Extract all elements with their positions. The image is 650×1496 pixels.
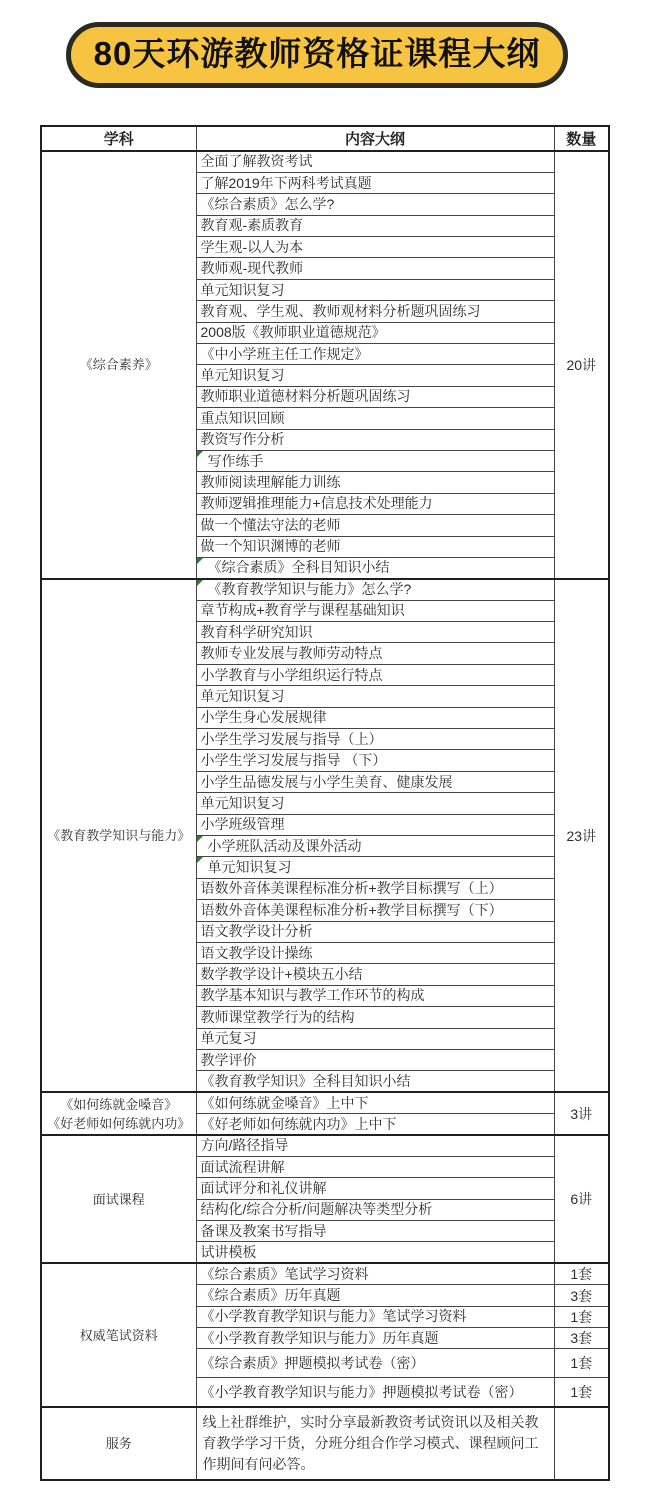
content-cell: 小学班级管理	[196, 814, 554, 835]
content-cell: 《小学教育教学知识与能力》历年真题	[196, 1328, 554, 1349]
content-cell: 教学基本知识与教学工作环节的构成	[196, 985, 554, 1006]
content-cell: 语数外音体美课程标准分析+教学目标撰写（下）	[196, 900, 554, 921]
content-cell: 单元知识复习	[196, 686, 554, 707]
subject-cell: 服务	[41, 1407, 196, 1480]
content-cell: 教育观、学生观、教师观材料分析题巩固练习	[196, 301, 554, 322]
course-outline-table	[40, 125, 610, 1481]
content-cell: 《教育教学知识与能力》怎么学?	[196, 579, 554, 600]
content-cell: 教师阅读理解能力训练	[196, 472, 554, 493]
content-cell: 《中小学班主任工作规定》	[196, 344, 554, 365]
content-cell: 单元知识复习	[196, 279, 554, 300]
content-cell: 试讲模板	[196, 1242, 554, 1263]
subject-cell: 权威笔试资料	[41, 1263, 196, 1407]
content-cell: 小学生学习发展与指导 （下）	[196, 750, 554, 771]
content-cell: 《好老师如何练就内功》上中下	[196, 1114, 554, 1135]
content-cell: 《综合素质》怎么学?	[196, 194, 554, 215]
content-cell: 《教育教学知识》全科目知识小结	[196, 1071, 554, 1092]
quantity-cell: 1套	[554, 1349, 609, 1378]
quantity-cell: 6讲	[554, 1135, 609, 1263]
quantity-cell: 1套	[554, 1378, 609, 1407]
content-cell: 教师观-现代教师	[196, 258, 554, 279]
table-row	[41, 1135, 609, 1156]
content-cell: 教育观-素质教育	[196, 215, 554, 236]
content-cell: 语数外音体美课程标准分析+教学目标撰写（上）	[196, 878, 554, 899]
content-cell: 小学生身心发展规律	[196, 707, 554, 728]
content-cell: 教学评价	[196, 1049, 554, 1070]
column-header-content: 内容大纲	[196, 126, 554, 151]
quantity-cell	[554, 1407, 609, 1480]
content-cell: 方向/路径指导	[196, 1135, 554, 1156]
page-title: 80天环游教师资格证课程大纲	[93, 35, 541, 72]
subject-cell: 面试课程	[41, 1135, 196, 1263]
content-cell: 单元复习	[196, 1028, 554, 1049]
quantity-cell: 3讲	[554, 1092, 609, 1135]
table-row	[41, 1407, 609, 1480]
column-header-quantity: 数量	[554, 126, 609, 151]
content-cell: 面试评分和礼仪讲解	[196, 1178, 554, 1199]
content-cell: 做一个懂法守法的老师	[196, 515, 554, 536]
content-cell: 《小学教育教学知识与能力》押题模拟考试卷（密）	[196, 1378, 554, 1407]
content-cell: 结构化/综合分析/问题解决等类型分析	[196, 1199, 554, 1220]
content-cell: 写作练手	[196, 450, 554, 471]
content-cell: 小学生学习发展与指导（上）	[196, 729, 554, 750]
content-cell: 小学生品德发展与小学生美育、健康发展	[196, 771, 554, 792]
course-table-body	[41, 151, 609, 1480]
content-cell: 教师职业道德材料分析题巩固练习	[196, 386, 554, 407]
content-cell: 《综合素质》押题模拟考试卷（密）	[196, 1349, 554, 1378]
table-row	[41, 1263, 609, 1285]
table-row	[41, 1092, 609, 1113]
content-cell: 全面了解教资考试	[196, 151, 554, 172]
subject-cell: 《教育教学知识与能力》	[41, 579, 196, 1092]
content-cell: 单元知识复习	[196, 365, 554, 386]
content-cell: 线上社群维护，实时分享最新教资考试资讯以及相关教育教学学习干货，分班分组合作学习模式、课程顾问工作期间有问必答。	[196, 1407, 554, 1480]
content-cell: 《综合素质》全科目知识小结	[196, 557, 554, 578]
quantity-cell: 20讲	[554, 151, 609, 579]
content-cell: 教师逻辑推理能力+信息技术处理能力	[196, 493, 554, 514]
content-cell: 教师专业发展与教师劳动特点	[196, 643, 554, 664]
content-cell: 语文教学设计分析	[196, 921, 554, 942]
content-cell: 教资写作分析	[196, 429, 554, 450]
content-cell: 《综合素质》历年真题	[196, 1285, 554, 1306]
quantity-cell: 1套	[554, 1306, 609, 1327]
content-cell: 面试流程讲解	[196, 1156, 554, 1177]
content-cell: 做一个知识渊博的老师	[196, 536, 554, 557]
content-cell: 小学教育与小学组织运行特点	[196, 664, 554, 685]
content-cell: 重点知识回顾	[196, 408, 554, 429]
content-cell: 《如何练就金嗓音》上中下	[196, 1092, 554, 1113]
column-header-subject: 学科	[41, 126, 196, 151]
content-cell: 章节构成+教育学与课程基础知识	[196, 600, 554, 621]
content-cell: 单元知识复习	[196, 793, 554, 814]
table-row	[41, 151, 609, 172]
content-cell: 备课及教案书写指导	[196, 1221, 554, 1242]
subject-cell: 《综合素养》	[41, 151, 196, 579]
quantity-cell: 23讲	[554, 579, 609, 1092]
content-cell: 2008版《教师职业道德规范》	[196, 322, 554, 343]
content-cell: 单元知识复习	[196, 857, 554, 878]
content-cell: 学生观-以人为本	[196, 237, 554, 258]
table-row	[41, 579, 609, 600]
content-cell: 教育科学研究知识	[196, 622, 554, 643]
content-cell: 数学教学设计+模块五小结	[196, 964, 554, 985]
content-cell: 了解2019年下两科考试真题	[196, 172, 554, 193]
table-header-row	[41, 126, 609, 151]
content-cell: 小学班队活动及课外活动	[196, 836, 554, 857]
subject-cell: 《如何练就金嗓音》 《好老师如何练就内功》	[41, 1092, 196, 1135]
quantity-cell: 1套	[554, 1263, 609, 1285]
content-cell: 《综合素质》笔试学习资料	[196, 1263, 554, 1285]
quantity-cell: 3套	[554, 1285, 609, 1306]
quantity-cell: 3套	[554, 1328, 609, 1349]
content-cell: 《小学教育教学知识与能力》笔试学习资料	[196, 1306, 554, 1327]
title-banner	[66, 22, 568, 88]
content-cell: 教师课堂教学行为的结构	[196, 1007, 554, 1028]
content-cell: 语文教学设计操练	[196, 942, 554, 963]
